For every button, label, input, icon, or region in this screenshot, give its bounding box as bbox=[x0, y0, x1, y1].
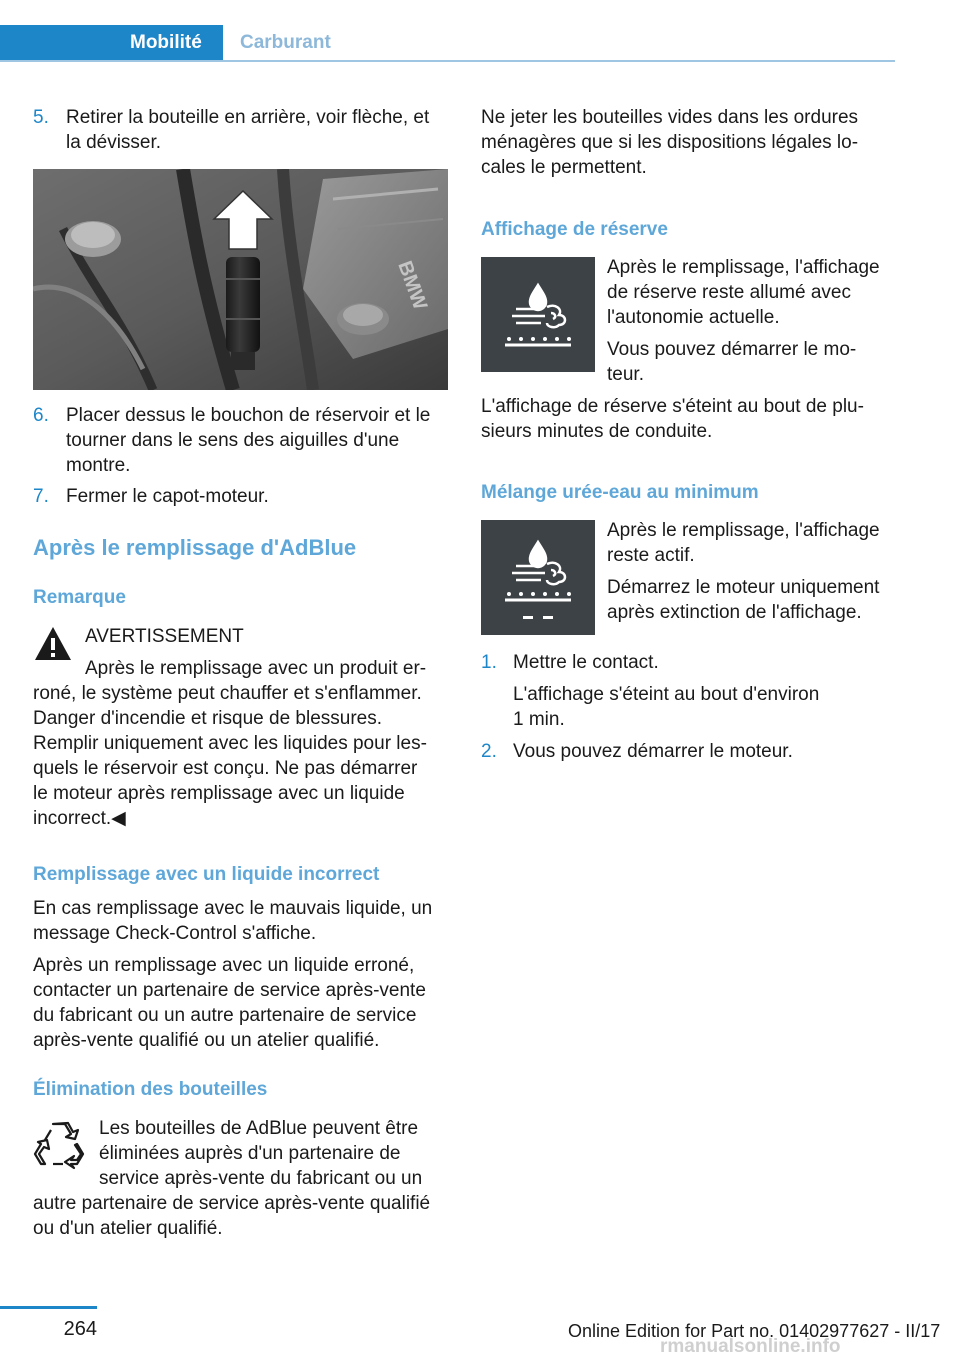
warning-icon bbox=[33, 625, 73, 663]
tab-carburant[interactable]: Carburant bbox=[240, 32, 331, 53]
footer-rule bbox=[0, 1306, 97, 1309]
section-title: Après le remplissage d'AdBlue bbox=[33, 535, 357, 560]
minimum-indicator-icon bbox=[481, 520, 595, 635]
incorrect-text-1: En cas remplissage avec le mauvais liquide, un bbox=[33, 898, 433, 919]
warning-text-5: quels le réservoir est conçu. Ne pas démarrer bbox=[33, 758, 418, 779]
step-6-text-3: montre. bbox=[66, 455, 131, 476]
disposal-text-2: éliminées auprès d'un partenaire de bbox=[99, 1143, 401, 1164]
reserve-text-5: teur. bbox=[607, 364, 644, 385]
incorrect-text-3: Après un remplissage avec un liquide erroné, bbox=[33, 955, 415, 976]
warning-text-3: Danger d'incendie et risque de blessures. bbox=[33, 708, 383, 729]
step-6-number: 6. bbox=[33, 405, 49, 426]
reserve-text-7: sieurs minutes de conduite. bbox=[481, 421, 713, 442]
reserve-text-4: Vous pouvez démarrer le mo‐ bbox=[607, 339, 857, 360]
step-7-number: 7. bbox=[33, 486, 49, 507]
disposal-text-4: autre partenaire de service après-vente qualifié bbox=[33, 1193, 431, 1214]
incorrect-text-6: après-vente qualifié ou un atelier qualifié. bbox=[33, 1030, 380, 1051]
step-2-number: 2. bbox=[481, 741, 497, 762]
reserve-text-3: l'autonomie actuelle. bbox=[607, 307, 780, 328]
header-tabs bbox=[0, 25, 331, 61]
minimum-text-3: Démarrez le moteur uniquement bbox=[607, 577, 880, 598]
warning-text-6: le moteur après remplissage avec un liquide bbox=[33, 783, 405, 804]
step-1-text-1: Mettre le contact. bbox=[513, 652, 659, 673]
adblue-minimum-icon bbox=[481, 520, 595, 635]
step-1-text-2: L'affichage s'éteint au bout d'environ bbox=[513, 684, 820, 705]
warning-text-1: Après le remplissage avec un produit er‐ bbox=[85, 658, 427, 679]
incorrect-text-2: message Check-Control s'affiche. bbox=[33, 923, 317, 944]
step-5-text-2: la dévisser. bbox=[66, 132, 162, 153]
minimum-text-2: reste actif. bbox=[607, 545, 695, 566]
step-6-text-1: Placer dessus le bouchon de réservoir et le bbox=[66, 405, 431, 426]
step-7-text: Fermer le capot-moteur. bbox=[66, 486, 269, 507]
reserve-text-2: de réserve reste allumé avec bbox=[607, 282, 851, 303]
watermark: rmanualsonline.info bbox=[660, 1336, 841, 1357]
step-6-text-2: tourner dans le sens des aiguilles d'une bbox=[66, 430, 400, 451]
disposal-text-1: Les bouteilles de AdBlue peuvent être bbox=[99, 1118, 419, 1139]
incorrect-text-5: du fabricant ou un autre partenaire de service bbox=[33, 1005, 417, 1026]
warning-text-7: incorrect.◀ bbox=[33, 808, 126, 829]
reserve-title: Affichage de réserve bbox=[481, 219, 668, 240]
incorrect-liquid-title: Remplissage avec un liquide incorrect bbox=[33, 864, 380, 885]
step-5-text-1: Retirer la bouteille en arrière, voir flèche, et bbox=[66, 107, 430, 128]
reserve-text-6: L'affichage de réserve s'éteint au bout de plu‐ bbox=[481, 396, 864, 417]
step-2-text: Vous pouvez démarrer le moteur. bbox=[513, 741, 793, 762]
disposal-title: Élimination des bouteilles bbox=[33, 1079, 268, 1100]
bottle-disposal-text-2: ménagères que si les dispositions légales lo‐ bbox=[481, 132, 859, 153]
bottle-disposal-text-3: cales le permettent. bbox=[481, 157, 647, 178]
warning-text-2: roné, le système peut chauffer et s'enflammer. bbox=[33, 683, 422, 704]
incorrect-text-4: contacter un partenaire de service après-vente bbox=[33, 980, 426, 1001]
minimum-text-4: après extinction de l'affichage. bbox=[607, 602, 862, 623]
warning-text-4: Remplir uniquement avec les liquides pour les‐ bbox=[33, 733, 427, 754]
step-1-text-3: 1 min. bbox=[513, 709, 565, 730]
disposal-text-3: service après-vente du fabricant ou un bbox=[99, 1168, 423, 1189]
reserve-text-1: Après le remplissage, l'affichage bbox=[607, 257, 880, 278]
header-rule bbox=[0, 60, 895, 62]
adblue-reserve-icon bbox=[481, 257, 595, 372]
engine-photo bbox=[33, 169, 448, 390]
remarque-title: Remarque bbox=[33, 587, 126, 608]
step-1-number: 1. bbox=[481, 652, 497, 673]
minimum-text-1: Après le remplissage, l'affichage bbox=[607, 520, 880, 541]
photo-logo: BMW bbox=[393, 258, 432, 313]
warning-title: AVERTISSEMENT bbox=[85, 626, 244, 647]
tab-mobilite[interactable]: Mobilité bbox=[0, 25, 223, 61]
step-5-number: 5. bbox=[33, 107, 49, 128]
bottle-disposal-text-1: Ne jeter les bouteilles vides dans les ordures bbox=[481, 107, 859, 128]
minimum-mixture-title: Mélange urée-eau au minimum bbox=[481, 482, 759, 503]
engine-photo-drawing bbox=[33, 169, 448, 390]
edition-text: Online Edition for Part no. 01402977627 - II/17 bbox=[568, 1321, 941, 1341]
reserve-indicator-icon bbox=[481, 257, 595, 372]
disposal-text-5: ou d'un atelier qualifié. bbox=[33, 1218, 223, 1239]
recycle-icon bbox=[33, 1118, 85, 1170]
page-number: 264 bbox=[63, 1318, 97, 1340]
